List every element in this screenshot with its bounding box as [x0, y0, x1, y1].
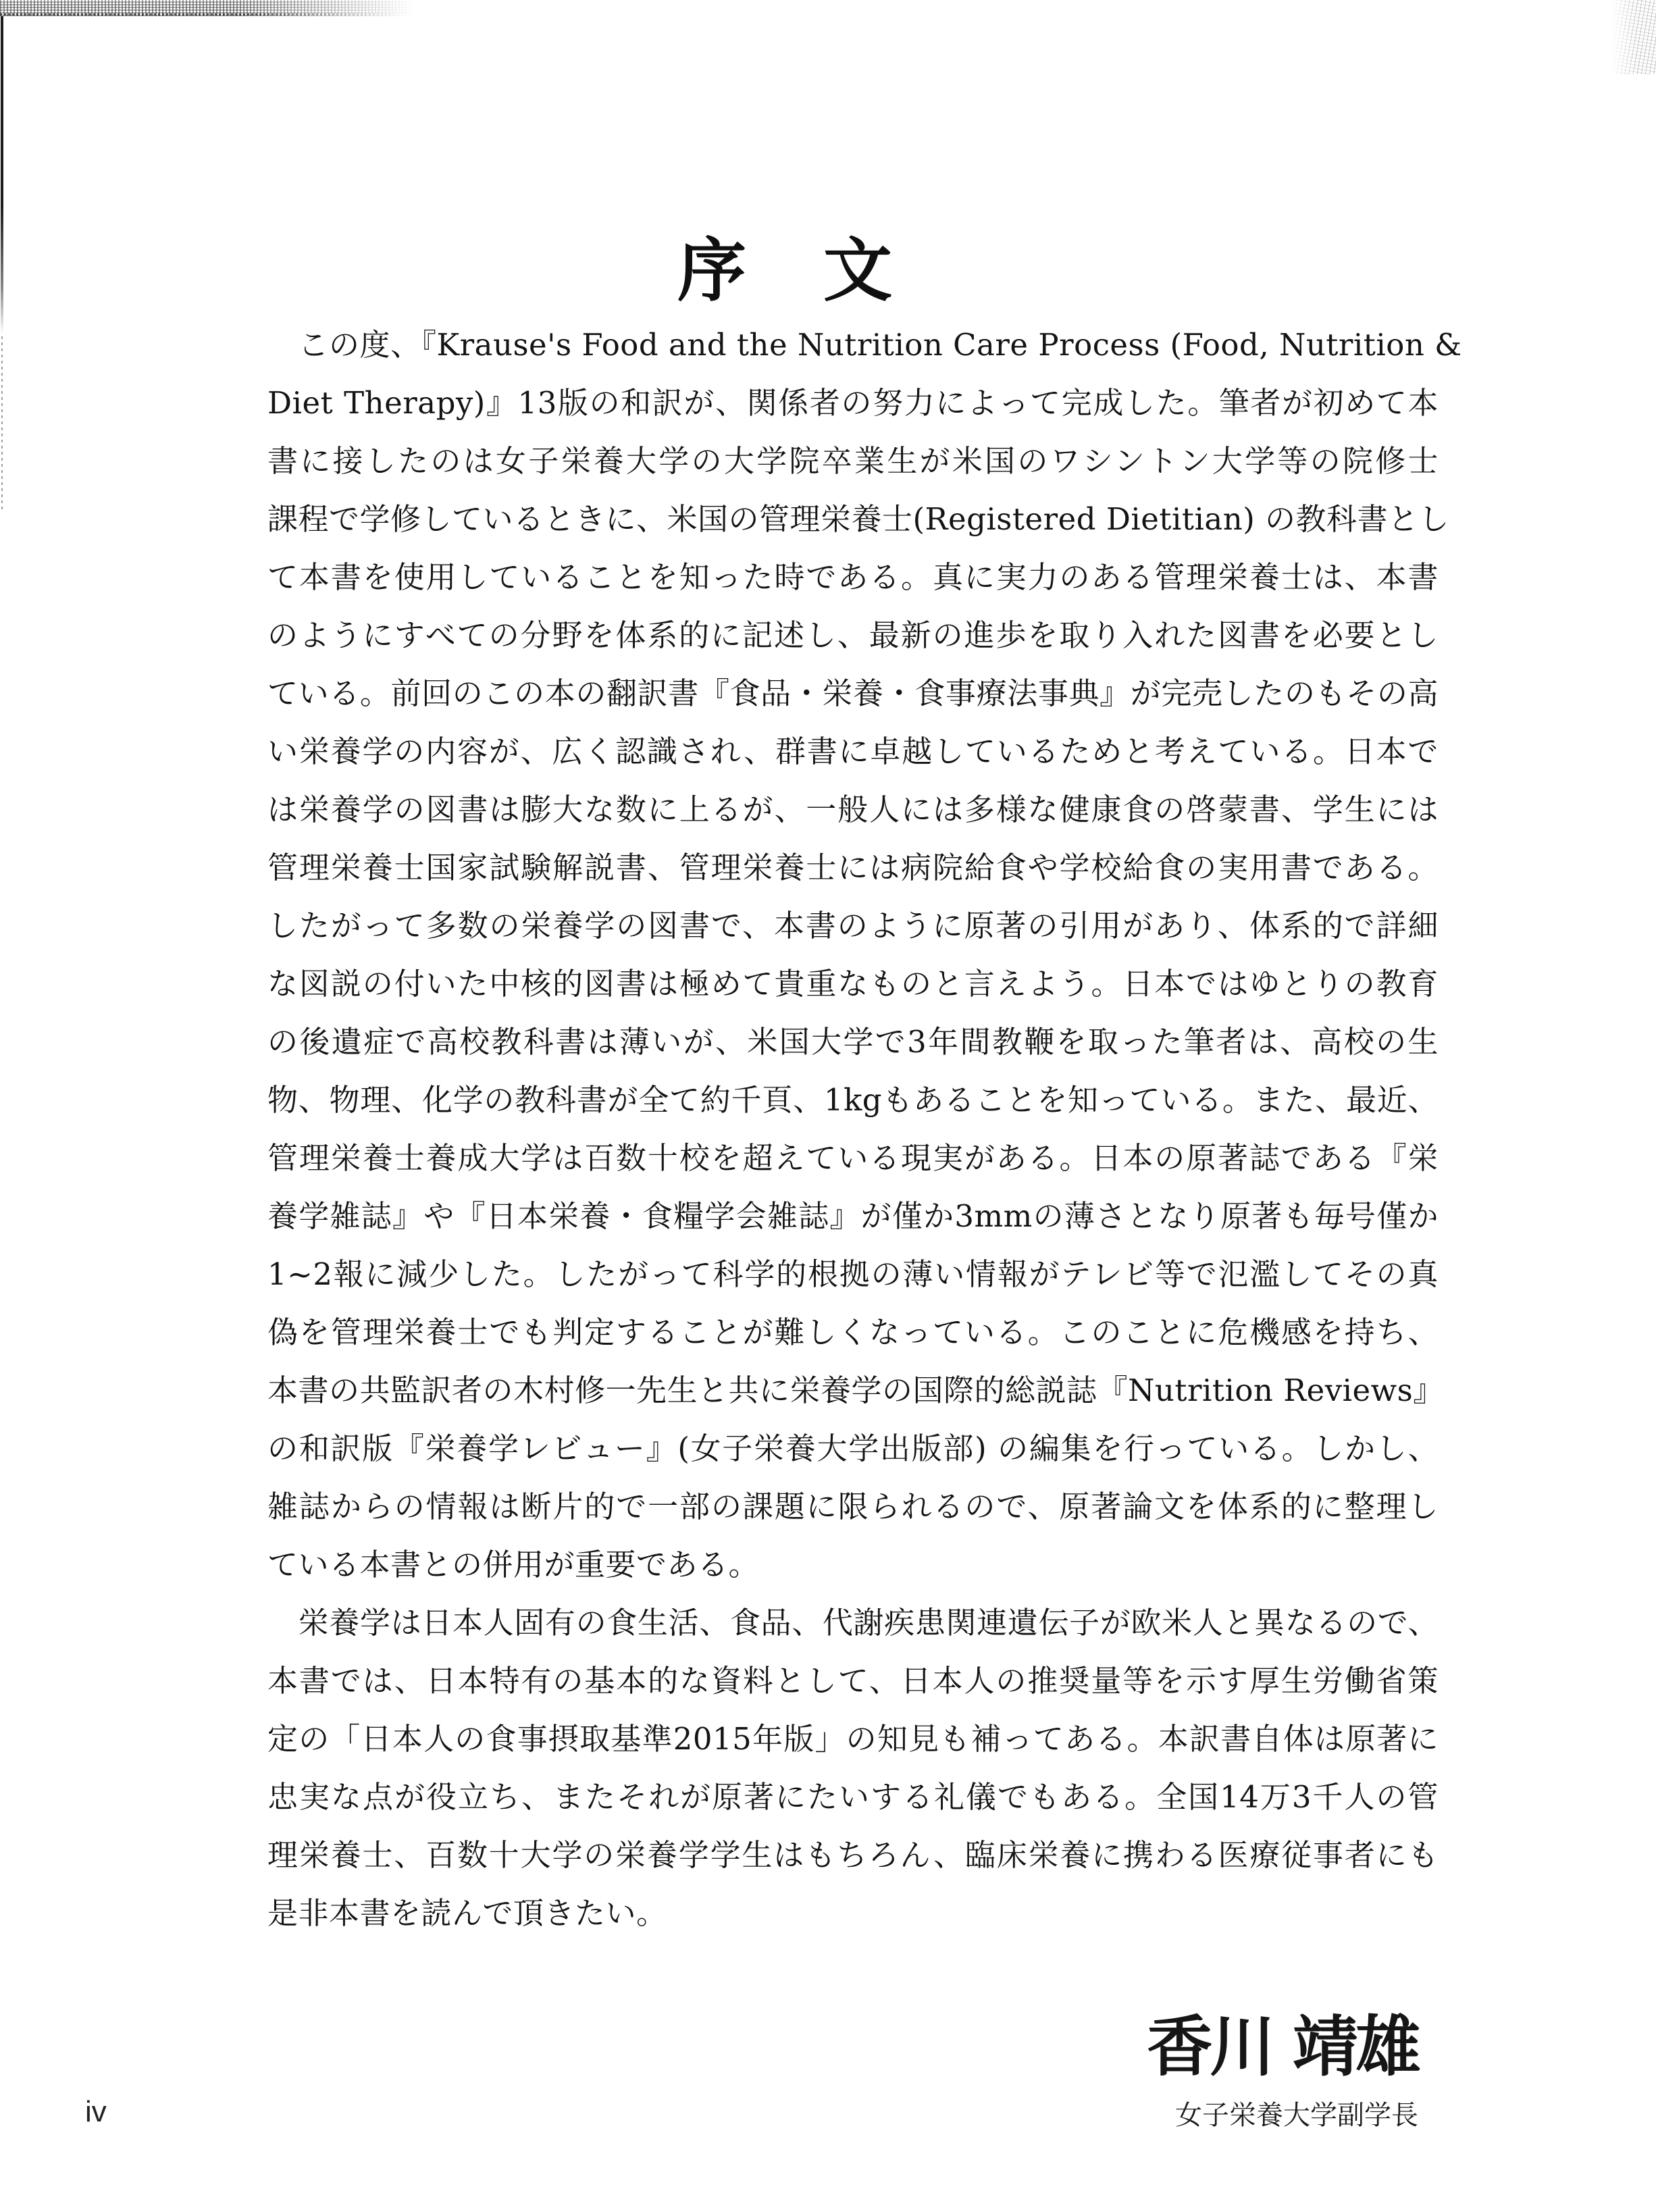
text-line: ている。前回のこの本の翻訳書『食品・栄養・食事療法事典』が完売したのもその高 — [267, 675, 1439, 711]
text-line: Diet Therapy)』13版の和訳が、関係者の努力によって完成した。筆者が初めて本 — [267, 385, 1439, 421]
text-line: の和訳版『栄養学レビュー』(女子栄養大学出版部) の編集を行っている。しかし、 — [267, 1431, 1439, 1466]
text-line: な図説の付いた中核的図書は極めて貴重なものと言えよう。日本ではゆとりの教育 — [267, 966, 1439, 1002]
scan-noise-band-edge — [0, 14, 419, 16]
text-line: 是非本書を読んで頂きたい。 — [267, 1895, 667, 1931]
text-line: の後遺症で高校教科書は薄いが、米国大学で3年間教鞭を取った筆者は、高校の生 — [267, 1024, 1439, 1060]
preface-text-column — [267, 316, 1462, 1943]
scan-noise-band-top — [0, 0, 432, 16]
text-line: 栄養学は日本人固有の食生活、食品、代謝疾患関連遺伝子が欧米人と異なるので、 — [267, 1605, 1439, 1641]
text-line: 理栄養士、百数十大学の栄養学学生はもちろん、臨床栄養に携わる医療従事者にも — [267, 1837, 1439, 1873]
text-line: は栄養学の図書は膨大な数に上るが、一般人には多様な健康食の啓蒙書、学生には — [267, 792, 1439, 827]
text-line: 雑誌からの情報は断片的で一部の課題に限られるので、原著論文を体系的に整理し — [267, 1489, 1439, 1524]
text-line: 物、物理、化学の教科書が全て約千頁、1kgもあることを知っている。また、最近、 — [267, 1082, 1439, 1118]
text-line: 定の「日本人の食事摂取基準2015年版」の知見も補ってある。本訳書自体は原著に — [267, 1721, 1439, 1757]
text-line: 課程で学修しているときに、米国の管理栄養士(Registered Dietitian) の教科書とし — [267, 501, 1450, 537]
author-signature-name: 香川 靖雄 — [1147, 2008, 1418, 2085]
text-line: 書に接したのは女子栄養大学の大学院卒業生が米国のワシントン大学等の院修士 — [267, 443, 1439, 479]
text-line: 偽を管理栄養士でも判定することが難しくなっている。このことに危機感を持ち、 — [267, 1314, 1439, 1350]
text-line: 本書では、日本特有の基本的な資料として、日本人の推奨量等を示す厚生労働省策 — [267, 1663, 1439, 1699]
text-line: 管理栄養士養成大学は百数十校を超えている現実がある。日本の原著誌である『栄 — [267, 1140, 1439, 1176]
scan-noise-top-right — [1609, 0, 1656, 74]
text-line: この度、『Krause's Food and the Nutrition Care Process (Food, Nutrition & — [267, 327, 1462, 363]
page-number: iv — [85, 2095, 107, 2128]
text-line: 1~2報に減少した。したがって科学的根拠の薄い情報がテレビ等で氾濫してその真 — [267, 1256, 1439, 1292]
text-line: 管理栄養士国家試験解説書、管理栄養士には病院給食や学校給食の実用書である。 — [267, 850, 1439, 885]
text-line: い栄養学の内容が、広く認識され、群書に卓越しているためと考えている。日本で — [267, 734, 1439, 769]
text-line: のようにすべての分野を体系的に記述し、最新の進歩を取り入れた図書を必要とし — [267, 617, 1439, 653]
text-line: て本書を使用していることを知った時である。真に実力のある管理栄養士は、本書 — [267, 559, 1439, 595]
text-line: したがって多数の栄養学の図書で、本書のように原著の引用があり、体系的で詳細 — [267, 908, 1439, 944]
author-signature-role: 女子栄養大学副学長 — [1175, 2100, 1418, 2131]
text-line: 本書の共監訳者の木村修一先生と共に栄養学の国際的総説誌『Nutrition Reviews』 — [267, 1372, 1444, 1408]
text-line: 忠実な点が役立ち、またそれが原著にたいする礼儀でもある。全国14万3千人の管 — [267, 1779, 1439, 1815]
page-title: 序 文 — [677, 230, 896, 312]
text-line: 養学雑誌』や『日本栄養・食糧学会雑誌』が僅か3mmの薄さとなり原著も毎号僅か — [267, 1198, 1439, 1234]
text-line: ている本書との併用が重要である。 — [267, 1547, 760, 1583]
scan-edge-line-left-tail — [1, 334, 3, 509]
